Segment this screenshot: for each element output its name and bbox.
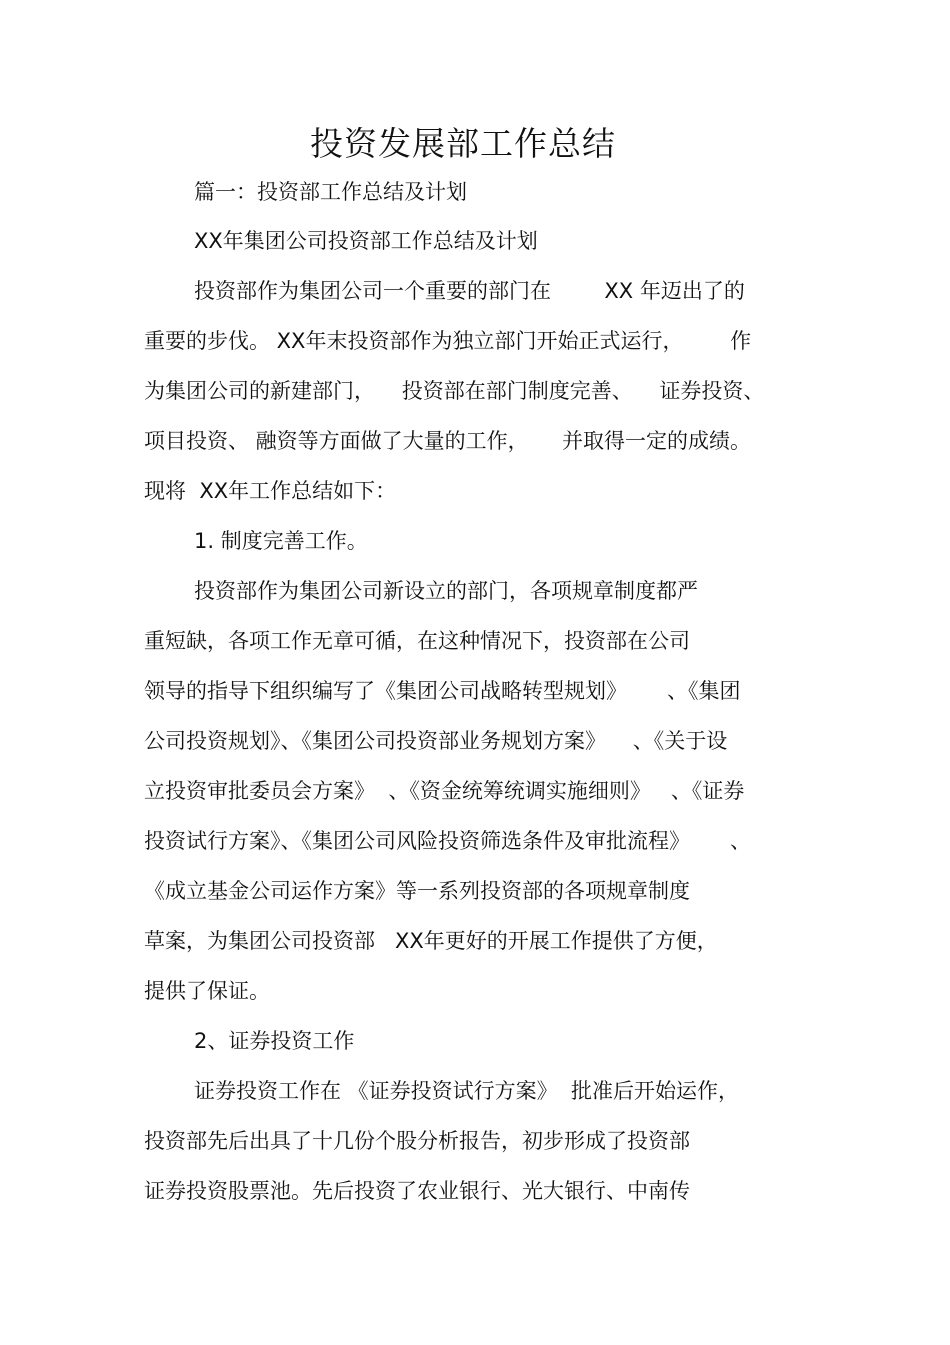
paragraph-line: 提供了保证。 (144, 979, 270, 1003)
numbered-heading: 2、证券投资工作 (194, 1029, 355, 1053)
paragraph-line: 为集团公司的新建部门， 投资部在部门制度完善、 证券投资、 (144, 379, 765, 403)
subtitle-line: XX年集团公司投资部工作总结及计划 (194, 229, 538, 253)
paragraph-line: 领导的指导下组织编写了《集团公司战略转型规划》 、《集团 (144, 679, 741, 703)
paragraph-line: 投资部先后出具了十几份个股分析报告，初步形成了投资部 (144, 1129, 690, 1153)
paragraph-line: 证券投资股票池。先后投资了农业银行、光大银行、中南传 (144, 1179, 690, 1203)
paragraph-line: 《成立基金公司运作方案》等一系列投资部的各项规章制度 (144, 879, 690, 903)
paragraph-line: 投资部作为集团公司新设立的部门，各项规章制度都严 (194, 579, 698, 603)
paragraph-line: 现将 XX年工作总结如下： (144, 479, 397, 503)
paragraph-line: 投资部作为集团公司一个重要的部门在 XX 年迈出了的 (194, 279, 745, 303)
paragraph-line: 证券投资工作在 《证券投资试行方案》 批准后开始运作， (194, 1079, 740, 1103)
paragraph-line: 项目投资、 融资等方面做了大量的工作， 并取得一定的成绩。 (144, 429, 752, 453)
paragraph-line: 公司投资规划》、《集团公司投资部业务规划方案》 、《关于设 (144, 729, 728, 753)
paragraph-line: 草案，为集团公司投资部 XX年更好的开展工作提供了方便， (144, 929, 718, 953)
paragraph-line: 立投资审批委员会方案》 、《资金统筹统调实施细则》 、《证券 (144, 779, 745, 803)
paragraph-line: 重要的步伐。 XX年末投资部作为独立部门开始正式运行， 作 (144, 329, 752, 353)
paragraph-line: 重短缺，各项工作无章可循，在这种情况下，投资部在公司 (144, 629, 690, 653)
section-heading: 篇一：投资部工作总结及计划 (194, 180, 467, 204)
document-title: 投资发展部工作总结 (310, 124, 616, 163)
numbered-heading: 1. 制度完善工作。 (194, 529, 368, 553)
paragraph-line: 投资试行方案》、《集团公司风险投资筛选条件及审批流程》 、 (144, 829, 752, 853)
